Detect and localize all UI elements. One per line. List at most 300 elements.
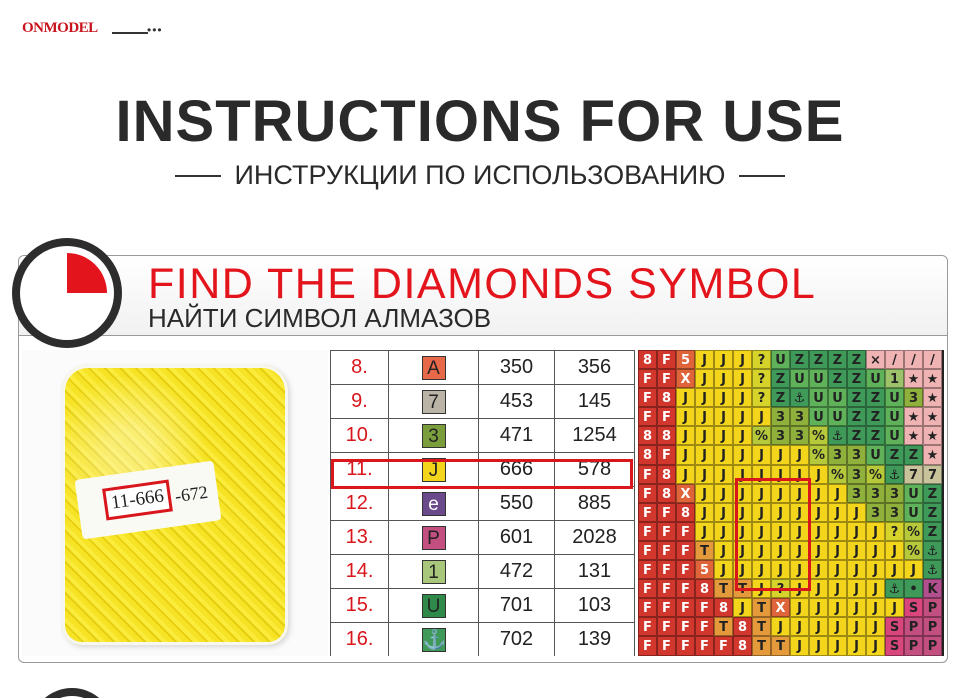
- grid-cell: J: [752, 579, 771, 598]
- row-code: 472: [479, 555, 555, 589]
- grid-cell: F: [676, 560, 695, 579]
- grid-cell: ?: [752, 350, 771, 369]
- grid-cell: F: [657, 522, 676, 541]
- grid-cell: U: [866, 445, 885, 464]
- grid-cell: Z: [923, 503, 942, 522]
- grid-cell: Z: [923, 522, 942, 541]
- grid-cell: S: [885, 636, 904, 655]
- row-code: 601: [479, 521, 555, 555]
- grid-cell: F: [638, 369, 657, 388]
- grid-cell: 3: [828, 445, 847, 464]
- grid-cell: ★: [923, 388, 942, 407]
- grid-cell: 8: [695, 579, 714, 598]
- grid-cell: F: [657, 407, 676, 426]
- grid-cell: J: [809, 598, 828, 617]
- grid-cell: F: [657, 541, 676, 560]
- grid-cell: T: [733, 579, 752, 598]
- row-symbol-cell: [389, 419, 479, 453]
- grid-cell: U: [828, 388, 847, 407]
- grid-cell: 3: [847, 484, 866, 503]
- grid-cell: J: [695, 445, 714, 464]
- grid-cell: U: [809, 388, 828, 407]
- grid-cell: J: [885, 560, 904, 579]
- grid-cell: J: [847, 579, 866, 598]
- grid-cell: F: [638, 636, 657, 655]
- grid-cell: ⚓: [790, 388, 809, 407]
- table-row: [331, 419, 635, 453]
- row-code: 666: [479, 453, 555, 487]
- grid-cell: J: [809, 617, 828, 636]
- grid-cell: J: [828, 503, 847, 522]
- grid-cell: ⚓: [828, 426, 847, 445]
- grid-cell: ★: [923, 369, 942, 388]
- row-dmc: 139: [555, 623, 635, 657]
- grid-cell: F: [714, 636, 733, 655]
- grid-cell: F: [638, 560, 657, 579]
- grid-cell: P: [904, 617, 923, 636]
- grid-cell: J: [771, 560, 790, 579]
- grid-cell: J: [790, 560, 809, 579]
- grid-cell: 3: [790, 426, 809, 445]
- grid-cell: J: [733, 560, 752, 579]
- table-row: [331, 453, 635, 487]
- grid-cell: Z: [847, 407, 866, 426]
- step-progress-badge: [12, 238, 122, 348]
- grid-cell: ⚓: [885, 579, 904, 598]
- grid-cell: /: [885, 350, 904, 369]
- grid-cell: T: [752, 617, 771, 636]
- grid-cell: ⚓: [923, 560, 942, 579]
- grid-cell: T: [771, 636, 790, 655]
- grid-cell: J: [733, 388, 752, 407]
- grid-cell: J: [695, 426, 714, 445]
- grid-cell: Z: [771, 388, 790, 407]
- grid-cell: F: [657, 617, 676, 636]
- row-code: 471: [479, 419, 555, 453]
- grid-cell: 3: [847, 445, 866, 464]
- grid-cell: 5: [676, 350, 695, 369]
- grid-cell: 3: [866, 484, 885, 503]
- grid-cell: J: [695, 484, 714, 503]
- grid-cell: J: [752, 465, 771, 484]
- grid-cell: ?: [752, 388, 771, 407]
- symbol-chip: e: [422, 492, 446, 516]
- logo-text-on: ON: [22, 20, 44, 36]
- grid-cell: Z: [847, 388, 866, 407]
- grid-cell: F: [638, 522, 657, 541]
- grid-cell: J: [847, 541, 866, 560]
- grid-cell: X: [676, 369, 695, 388]
- row-dmc: 885: [555, 487, 635, 521]
- progress-pie-icon: [20, 246, 114, 340]
- grid-cell: ⚓: [923, 541, 942, 560]
- grid-cell: J: [790, 445, 809, 464]
- grid-cell: 7: [904, 465, 923, 484]
- grid-cell: J: [676, 407, 695, 426]
- grid-cell: J: [847, 522, 866, 541]
- grid-cell: J: [695, 503, 714, 522]
- grid-cell: J: [714, 350, 733, 369]
- grid-cell: P: [923, 598, 942, 617]
- grid-cell: ★: [904, 369, 923, 388]
- grid-cell: J: [733, 426, 752, 445]
- grid-cell: J: [714, 388, 733, 407]
- grid-cell: J: [847, 617, 866, 636]
- grid-cell: J: [695, 522, 714, 541]
- grid-cell: T: [695, 541, 714, 560]
- grid-cell: J: [733, 465, 752, 484]
- grid-cell: U: [771, 350, 790, 369]
- table-row: [331, 555, 635, 589]
- grid-cell: J: [809, 484, 828, 503]
- symbol-chip: J: [422, 458, 446, 482]
- divider-left: [175, 175, 221, 177]
- step-subtitle: НАЙТИ СИМВОЛ АЛМАЗОВ: [148, 303, 492, 333]
- logo-text-model: MODEL: [43, 20, 98, 36]
- grid-cell: J: [714, 426, 733, 445]
- symbol-chip: U: [422, 594, 446, 618]
- grid-cell: J: [733, 503, 752, 522]
- grid-cell: J: [714, 369, 733, 388]
- grid-cell: %: [809, 445, 828, 464]
- symbol-table: [330, 350, 635, 656]
- row-dmc: 131: [555, 555, 635, 589]
- grid-cell: 8: [657, 426, 676, 445]
- row-symbol-cell: [389, 555, 479, 589]
- symbol-chip: A: [422, 356, 446, 380]
- grid-cell: 8: [657, 484, 676, 503]
- grid-cell: U: [904, 484, 923, 503]
- row-number: 11.: [331, 453, 389, 487]
- bag-code: 11-666: [102, 479, 173, 520]
- row-symbol-cell: [389, 351, 479, 385]
- grid-cell: %: [809, 426, 828, 445]
- grid-cell: Z: [885, 445, 904, 464]
- grid-cell: F: [657, 598, 676, 617]
- grid-cell: 8: [657, 465, 676, 484]
- row-number: 14.: [331, 555, 389, 589]
- row-number: 8.: [331, 351, 389, 385]
- grid-cell: J: [885, 598, 904, 617]
- grid-cell: 1: [885, 369, 904, 388]
- grid-cell: %: [904, 522, 923, 541]
- grid-cell: J: [790, 503, 809, 522]
- grid-cell: F: [676, 541, 695, 560]
- grid-cell: Z: [790, 350, 809, 369]
- row-number: 10.: [331, 419, 389, 453]
- page-title: INSTRUCTIONS FOR USE: [115, 89, 845, 154]
- grid-cell: J: [866, 579, 885, 598]
- grid-cell: U: [790, 369, 809, 388]
- grid-cell: J: [752, 484, 771, 503]
- grid-cell: S: [904, 598, 923, 617]
- grid-cell: /: [904, 350, 923, 369]
- grid-cell: 8: [676, 503, 695, 522]
- grid-cell: U: [885, 426, 904, 445]
- grid-cell: J: [828, 579, 847, 598]
- grid-cell: J: [676, 445, 695, 464]
- grid-cell: J: [676, 388, 695, 407]
- grid-cell: F: [638, 541, 657, 560]
- grid-cell: U: [885, 407, 904, 426]
- row-symbol-cell: [389, 623, 479, 657]
- grid-cell: 5: [695, 560, 714, 579]
- grid-cell: J: [866, 560, 885, 579]
- grid-cell: 7: [923, 465, 942, 484]
- grid-cell: J: [866, 522, 885, 541]
- grid-cell: J: [904, 560, 923, 579]
- grid-cell: ★: [923, 426, 942, 445]
- row-number: 9.: [331, 385, 389, 419]
- grid-cell: ★: [904, 426, 923, 445]
- grid-cell: F: [676, 598, 695, 617]
- grid-cell: J: [828, 598, 847, 617]
- grid-cell: J: [847, 636, 866, 655]
- grid-cell: 8: [657, 388, 676, 407]
- grid-cell: S: [885, 617, 904, 636]
- grid-cell: X: [771, 598, 790, 617]
- grid-cell: 3: [885, 484, 904, 503]
- grid-cell: F: [676, 636, 695, 655]
- grid-cell: U: [904, 503, 923, 522]
- grid-cell: F: [657, 350, 676, 369]
- row-symbol-cell: [389, 487, 479, 521]
- row-dmc: 2028: [555, 521, 635, 555]
- grid-cell: J: [828, 522, 847, 541]
- grid-cell: J: [847, 560, 866, 579]
- grid-cell: 8: [733, 617, 752, 636]
- grid-cell: ★: [923, 407, 942, 426]
- grid-cell: 3: [790, 407, 809, 426]
- grid-cell: J: [828, 636, 847, 655]
- table-row: [331, 385, 635, 419]
- grid-cell: F: [638, 503, 657, 522]
- grid-cell: J: [809, 465, 828, 484]
- row-dmc: 1254: [555, 419, 635, 453]
- table-row: [331, 487, 635, 521]
- grid-cell: J: [714, 445, 733, 464]
- grid-cell: J: [752, 560, 771, 579]
- grid-cell: J: [752, 503, 771, 522]
- table-row: [331, 623, 635, 657]
- grid-cell: ×: [866, 350, 885, 369]
- grid-cell: F: [638, 407, 657, 426]
- grid-cell: F: [638, 484, 657, 503]
- logo-underline: [112, 32, 148, 34]
- grid-cell: Z: [771, 369, 790, 388]
- symbol-chip: 1: [422, 560, 446, 584]
- row-dmc: 356: [555, 351, 635, 385]
- page-subtitle-row: [0, 160, 960, 191]
- grid-cell: J: [771, 522, 790, 541]
- grid-cell: J: [695, 350, 714, 369]
- grid-cell: J: [809, 636, 828, 655]
- grid-cell: J: [695, 407, 714, 426]
- row-dmc: 145: [555, 385, 635, 419]
- grid-cell: J: [733, 541, 752, 560]
- grid-cell: J: [866, 598, 885, 617]
- grid-cell: %: [866, 465, 885, 484]
- grid-cell: U: [809, 369, 828, 388]
- grid-cell: J: [733, 369, 752, 388]
- grid-cell: J: [733, 445, 752, 464]
- grid-cell: Z: [866, 388, 885, 407]
- grid-cell: J: [790, 598, 809, 617]
- grid-cell: F: [676, 617, 695, 636]
- grid-cell: 8: [638, 350, 657, 369]
- grid-cell: J: [828, 560, 847, 579]
- grid-cell: J: [714, 484, 733, 503]
- row-dmc: 578: [555, 453, 635, 487]
- grid-cell: U: [809, 407, 828, 426]
- grid-cell: Z: [847, 426, 866, 445]
- grid-cell: J: [733, 484, 752, 503]
- grid-cell: J: [771, 617, 790, 636]
- grid-cell: J: [809, 560, 828, 579]
- grid-cell: J: [790, 579, 809, 598]
- grid-cell: F: [676, 579, 695, 598]
- grid-cell: J: [714, 407, 733, 426]
- grid-cell: T: [752, 636, 771, 655]
- grid-cell: ?: [885, 522, 904, 541]
- grid-cell: 3: [904, 388, 923, 407]
- grid-cell: U: [885, 388, 904, 407]
- grid-cell: 3: [885, 503, 904, 522]
- row-number: 12.: [331, 487, 389, 521]
- grid-cell: J: [866, 636, 885, 655]
- grid-cell: P: [923, 636, 942, 655]
- symbol-chip: 7: [422, 390, 446, 414]
- grid-cell: J: [790, 484, 809, 503]
- grid-cell: 3: [847, 465, 866, 484]
- grid-cell: J: [828, 541, 847, 560]
- grid-cell: J: [809, 541, 828, 560]
- grid-cell: Z: [866, 407, 885, 426]
- logo-dots: •••: [147, 23, 163, 37]
- grid-cell: T: [752, 598, 771, 617]
- symbol-chip: ⚓: [422, 629, 447, 651]
- grid-cell: J: [714, 503, 733, 522]
- grid-cell: Z: [828, 369, 847, 388]
- grid-cell: F: [657, 369, 676, 388]
- grid-cell: J: [752, 522, 771, 541]
- grid-cell: J: [885, 541, 904, 560]
- symbol-table-panel: [330, 350, 635, 656]
- grid-cell: Z: [923, 484, 942, 503]
- grid-cell: ?: [752, 369, 771, 388]
- grid-cell: J: [847, 598, 866, 617]
- grid-cell: ★: [904, 407, 923, 426]
- grid-cell: J: [695, 369, 714, 388]
- grid-cell: 8: [714, 598, 733, 617]
- grid-cell: 3: [771, 426, 790, 445]
- grid-cell: J: [866, 617, 885, 636]
- row-dmc: 103: [555, 589, 635, 623]
- grid-cell: J: [752, 445, 771, 464]
- grid-cell: J: [676, 465, 695, 484]
- grid-cell: J: [714, 560, 733, 579]
- grid-cell: J: [771, 484, 790, 503]
- grid-cell: J: [733, 598, 752, 617]
- grid-cell: F: [676, 522, 695, 541]
- grid-cell: J: [733, 350, 752, 369]
- row-code: 453: [479, 385, 555, 419]
- row-symbol-cell: [389, 385, 479, 419]
- grid-cell: J: [714, 465, 733, 484]
- grid-cell: J: [676, 426, 695, 445]
- grid-cell: %: [828, 465, 847, 484]
- grid-cell: F: [695, 598, 714, 617]
- grid-cell: •: [904, 579, 923, 598]
- brand-logo: [22, 20, 98, 37]
- grid-cell: ?: [771, 579, 790, 598]
- grid-cell: J: [790, 522, 809, 541]
- grid-cell: F: [638, 465, 657, 484]
- grid-cell: F: [657, 636, 676, 655]
- grid-cell: J: [790, 541, 809, 560]
- grid-cell: J: [771, 465, 790, 484]
- grid-cell: J: [733, 407, 752, 426]
- row-number: 15.: [331, 589, 389, 623]
- grid-cell: J: [790, 636, 809, 655]
- symbol-chip: P: [422, 526, 446, 550]
- grid-cell: T: [714, 579, 733, 598]
- grid-highlight: [735, 478, 811, 591]
- grid-cell: K: [923, 579, 942, 598]
- grid-cell: F: [657, 579, 676, 598]
- grid-cell: J: [752, 407, 771, 426]
- grid-cell: J: [771, 503, 790, 522]
- grid-cell: J: [828, 617, 847, 636]
- grid-cell: J: [866, 541, 885, 560]
- grid-cell: F: [695, 636, 714, 655]
- grid-cell: Z: [809, 350, 828, 369]
- grid-cell: ⚓: [885, 465, 904, 484]
- grid-cell: F: [638, 617, 657, 636]
- grid-cell: P: [923, 617, 942, 636]
- row-code: 701: [479, 589, 555, 623]
- grid-cell: J: [733, 522, 752, 541]
- grid-cell: F: [638, 598, 657, 617]
- row-symbol-cell: [389, 521, 479, 555]
- grid-cell: U: [866, 369, 885, 388]
- grid-cell: Z: [828, 350, 847, 369]
- step-title: FIND THE DIAMONDS SYMBOL: [148, 260, 817, 308]
- grid-cell: U: [828, 407, 847, 426]
- grid-cell: F: [657, 560, 676, 579]
- grid-cell: J: [771, 541, 790, 560]
- table-row: [331, 351, 635, 385]
- row-code: 702: [479, 623, 555, 657]
- divider-right: [739, 175, 785, 177]
- grid-cell: 8: [733, 636, 752, 655]
- grid-cell: J: [790, 617, 809, 636]
- grid-cell: X: [676, 484, 695, 503]
- row-number: 13.: [331, 521, 389, 555]
- bag-code-suffix: -672: [173, 481, 210, 507]
- row-number: 16.: [331, 623, 389, 657]
- row-code: 550: [479, 487, 555, 521]
- grid-cell: J: [847, 503, 866, 522]
- grid-cell: Z: [904, 445, 923, 464]
- grid-cell: ★: [923, 445, 942, 464]
- grid-cell: J: [714, 522, 733, 541]
- grid-cell: T: [714, 617, 733, 636]
- grid-cell: 3: [866, 503, 885, 522]
- grid-cell: J: [828, 484, 847, 503]
- grid-cell: 8: [638, 445, 657, 464]
- grid-cell: J: [809, 522, 828, 541]
